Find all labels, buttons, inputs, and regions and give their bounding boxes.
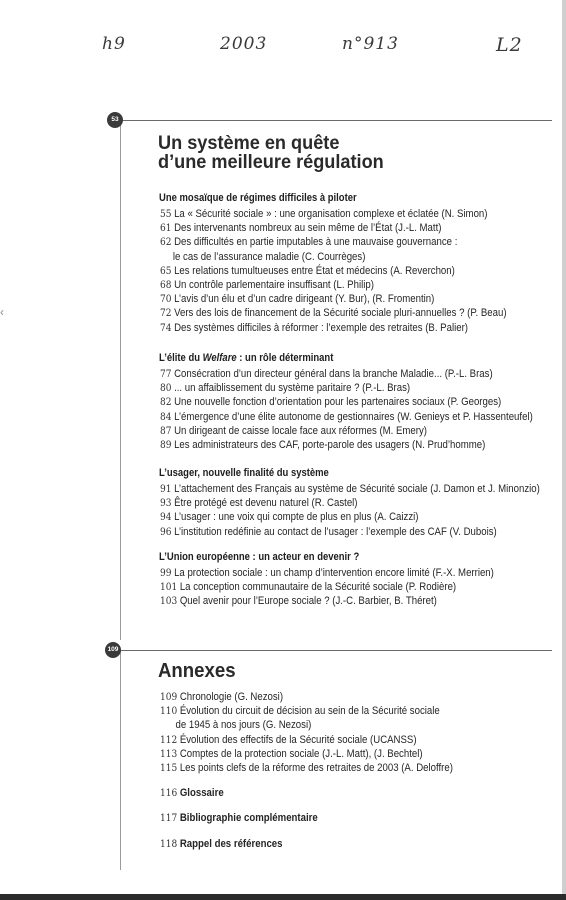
toc-entry [160, 367, 533, 381]
handwritten-code: L2 [496, 34, 523, 56]
heading-text: L’usager, nouvelle finalité du système [159, 467, 329, 479]
page-number: 109 [160, 691, 178, 703]
toc-entry [160, 235, 507, 249]
entry-text: Évolution du circuit de décision au sein de la Sécurité sociale [179, 705, 440, 718]
page-number: 68 [160, 278, 172, 291]
page-number: 77 [160, 368, 172, 380]
page-number: 94 [160, 511, 172, 524]
toc-entry [160, 207, 507, 221]
page-number: 87 [160, 424, 172, 437]
toc-entry [160, 690, 453, 704]
entry-text: Chronologie (G. Nezosi) [179, 691, 284, 703]
entry-text: Évolution des effectifs de la Sécurité sociale (UCANSS) [179, 733, 417, 746]
entry-text: Les administrateurs des CAF, porte-parole des usagers (N. Prud’homme) [174, 438, 486, 451]
entry-text: L’émergence d’une élite autonome de gestionnaires (W. Genieys et P. Hassenteufel) [174, 410, 533, 423]
entry-text: La « Sécurité sociale » : une organisation complexe et éclatée (N. Simon) [174, 208, 488, 220]
entry-text: Une nouvelle fonction d’orientation pour les partenaires sociaux (P. Georges) [174, 396, 502, 409]
toc-entry [160, 594, 494, 608]
toc-entry [160, 733, 453, 747]
toc-entry [160, 525, 540, 539]
entry-text: Vers des lois de financement de la Sécurité sociale pluri-annuelles ? (P. Beau) [174, 307, 507, 320]
toc-entry [160, 510, 540, 524]
page-number: 84 [160, 410, 172, 423]
entry-text: Des difficultés en partie imputables à une mauvaise gouvernance : [174, 236, 458, 249]
page-number: 103 [160, 595, 178, 608]
entry-text: Consécration d’un directeur général dans la branche Maladie... (P.-L. Bras) [174, 368, 493, 380]
entry-text: le cas de l’assurance maladie (C. Courrèges) [172, 250, 366, 263]
heading-text: L’élite du [159, 352, 203, 364]
handwritten-year: 2003 [220, 34, 268, 54]
heading-emphasis: Welfare [202, 352, 237, 364]
margin-rule [120, 650, 121, 870]
page-number: 55 [160, 208, 172, 220]
heading-text: Une mosaïque de régimes difficiles à piloter [159, 192, 357, 204]
entry-text: Des systèmes difficiles à réformer : l’exemple des retraites (B. Palier) [174, 321, 468, 334]
page-number: 110 [160, 705, 178, 718]
subsection-heading [159, 352, 333, 364]
annexes-list [160, 690, 501, 851]
toc-list [160, 367, 566, 452]
toc-entry [160, 221, 507, 235]
toc-entry [160, 306, 507, 320]
page-number: 93 [160, 497, 172, 510]
toc-entry [160, 761, 453, 775]
page-number: 61 [160, 222, 172, 235]
page-number: 115 [160, 761, 178, 774]
toc-entry [160, 264, 507, 278]
page-number: 89 [160, 438, 172, 451]
page-number: 101 [160, 581, 178, 594]
page-number: 62 [160, 236, 172, 249]
page-number: 80 [160, 382, 172, 395]
page-number: 82 [160, 396, 172, 409]
entry-text: Les points clefs de la réforme des retraites de 2003 (A. Deloffre) [179, 761, 453, 774]
page-number: 74 [160, 321, 172, 334]
subsection-heading [159, 192, 357, 204]
section-title-line2: d’une meilleure régulation [158, 151, 384, 173]
page-number: 113 [160, 747, 178, 760]
toc-entry [160, 292, 507, 306]
heading-text: L’Union européenne : un acteur en devenir ? [159, 551, 360, 563]
page-number: 99 [160, 567, 172, 579]
page-number: 96 [160, 525, 172, 538]
toc-list [160, 566, 548, 609]
toc-entry [160, 704, 453, 718]
toc-entry [160, 438, 533, 452]
section-rule [112, 650, 552, 651]
handwritten-number: n°913 [342, 34, 399, 54]
section-rule [112, 120, 552, 121]
toc-entry [160, 395, 533, 409]
toc-entry [160, 424, 533, 438]
toc-entry [160, 381, 533, 395]
entry-text: Bibliographie complémentaire [179, 812, 318, 825]
toc-entry [160, 747, 453, 761]
entry-text: Les relations tumultueuses entre État et médecins (A. Reverchon) [174, 264, 455, 277]
entry-text: La conception communautaire de la Sécurité sociale (P. Rodière) [179, 581, 457, 594]
toc-list [160, 482, 566, 539]
section-title-line1: Un système en quête [158, 132, 340, 154]
entry-text: L’institution redéfinie au contact de l’usager : l’exemple des CAF (V. Dubois) [174, 525, 497, 538]
toc-entry [160, 566, 494, 580]
toc-entry [160, 496, 540, 510]
scan-mark: ‹ [0, 305, 4, 319]
entry-text: L’usager : une voix qui compte de plus en plus (A. Caizzi) [174, 511, 419, 524]
page-number: 112 [160, 733, 178, 746]
subsection-heading [159, 551, 359, 563]
heading-text: : un rôle déterminant [236, 352, 334, 364]
entry-text: de 1945 à nos jours (G. Nezosi) [175, 719, 312, 732]
toc-entry-glossary [160, 786, 453, 800]
toc-entry [160, 410, 533, 424]
page-marker: 53 [107, 112, 123, 128]
page-marker: 109 [105, 642, 121, 658]
entry-text: ... un affaiblissement du système paritaire ? (P.-L. Bras) [174, 382, 411, 395]
page-number: 72 [160, 307, 172, 320]
entry-text: L’attachement des Français au système de Sécurité sociale (J. Damon et J. Minonzio) [174, 483, 540, 495]
toc-entry [160, 482, 540, 496]
margin-rule [120, 120, 121, 640]
entry-text: Glossaire [179, 787, 224, 800]
entry-text: Un dirigeant de caisse locale face aux réformes (M. Emery) [174, 424, 428, 437]
toc-entry-references [160, 837, 453, 851]
toc-entry-bibliography [160, 811, 453, 825]
page-number: 91 [160, 483, 172, 495]
annexes-title: Annexes [158, 660, 236, 682]
subsection-heading [159, 467, 329, 479]
entry-text: L’avis d’un élu et d’un cadre dirigeant (Y. Bur), (R. Fromentin) [174, 293, 435, 306]
entry-text: Comptes de la protection sociale (J.-L. Matt), (J. Bechtel) [179, 747, 423, 760]
page-number: 117 [160, 812, 178, 825]
page-number: 118 [160, 837, 178, 850]
page-number: 65 [160, 264, 172, 277]
entry-text: La protection sociale : un champ d’intervention encore limité (F.-X. Merrien) [174, 567, 494, 579]
section-title [158, 134, 384, 172]
handwritten-note: h9 [102, 34, 126, 54]
entry-text: Quel avenir pour l’Europe sociale ? (J.-C. Barbier, B. Théret) [179, 595, 437, 608]
toc-list [160, 207, 563, 335]
entry-text: Être protégé est devenu naturel (R. Castel) [174, 497, 358, 510]
entry-text: Rappel des références [179, 837, 283, 850]
entry-text: Des intervenants nombreux au sein même de l’État (J.-L. Matt) [174, 222, 442, 235]
toc-entry [160, 321, 507, 335]
toc-entry [160, 580, 494, 594]
toc-entry-continuation [160, 718, 453, 732]
toc-entry [160, 278, 507, 292]
page-number: 70 [160, 293, 172, 306]
entry-text: Un contrôle parlementaire insuffisant (L. Philip) [174, 278, 374, 291]
scan-bottom-edge [0, 894, 566, 900]
page-number: 116 [160, 787, 178, 800]
toc-entry-continuation [160, 250, 507, 264]
